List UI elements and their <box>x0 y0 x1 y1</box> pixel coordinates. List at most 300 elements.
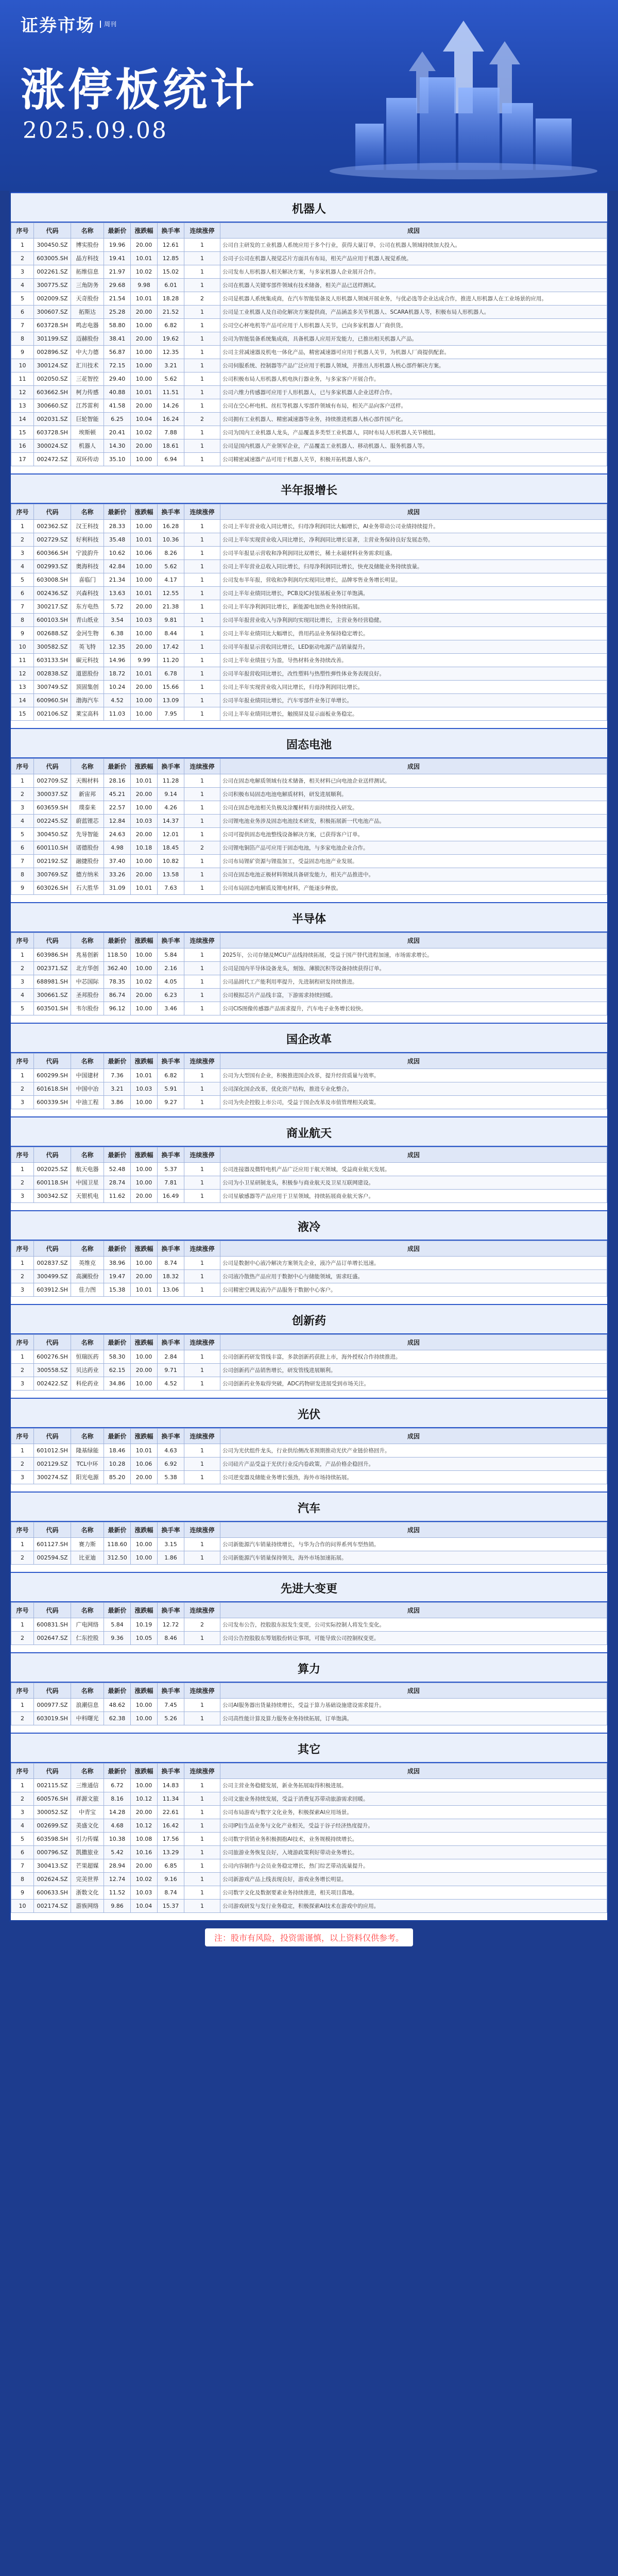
cell-name: 青山纸业 <box>71 614 104 627</box>
cell-code: 601127.SH <box>34 1538 71 1551</box>
cell-n: 3 <box>11 265 34 279</box>
table-row <box>11 1096 607 1109</box>
cell-n: 7 <box>11 600 34 614</box>
column-header: 成因 <box>220 1522 607 1538</box>
cell-turn: 13.09 <box>158 694 184 707</box>
cell-chg: 10.00 <box>131 1163 158 1176</box>
cell-name: 晶方科技 <box>71 252 104 265</box>
cell-code: 603659.SH <box>34 801 71 815</box>
cell-price: 7.36 <box>104 1069 131 1082</box>
cell-code: 603912.SH <box>34 1283 71 1297</box>
table-row <box>11 1458 607 1471</box>
cell-lb: 2 <box>184 1618 220 1632</box>
cell-code: 300124.SZ <box>34 359 71 372</box>
cell-price: 11.03 <box>104 707 131 721</box>
table-header-row <box>11 1522 607 1538</box>
cell-name: 兴森科技 <box>71 587 104 600</box>
table-row <box>11 1551 607 1565</box>
cell-price: 28.33 <box>104 520 131 533</box>
cell-chg: 10.01 <box>131 292 158 306</box>
table-header-row <box>11 1603 607 1618</box>
cell-turn: 9.27 <box>158 1096 184 1109</box>
cell-n: 8 <box>11 868 34 882</box>
cell-reason: 公司连接器及微特电机产品广泛应用于航天领域，受益商业航天发展。 <box>220 1163 607 1176</box>
cell-n: 4 <box>11 989 34 1002</box>
column-header: 成因 <box>220 759 607 774</box>
table-row <box>11 306 607 319</box>
column-header: 名称 <box>71 1241 104 1257</box>
cell-code: 300274.SZ <box>34 1471 71 1484</box>
cell-n: 6 <box>11 1846 34 1859</box>
cell-reason: 公司在固态电池相关负极及涂覆材料方面持续投入研发。 <box>220 801 607 815</box>
column-header: 连续涨停 <box>184 1241 220 1257</box>
cell-n: 3 <box>11 801 34 815</box>
cell-lb: 1 <box>184 774 220 788</box>
table-row <box>11 801 607 815</box>
cell-price: 3.54 <box>104 614 131 627</box>
cell-lb: 1 <box>184 1257 220 1270</box>
cell-turn: 22.61 <box>158 1806 184 1819</box>
column-header: 连续涨停 <box>184 1335 220 1350</box>
column-header: 序号 <box>11 1147 34 1163</box>
cell-chg: 10.02 <box>131 426 158 439</box>
cell-reason: 公司精密减速器产品可用于机器人关节，积极开拓机器人客户。 <box>220 453 607 466</box>
section <box>11 1652 607 1725</box>
cell-chg: 10.03 <box>131 815 158 828</box>
column-header: 序号 <box>11 1603 34 1618</box>
cell-chg: 10.00 <box>131 707 158 721</box>
cell-turn: 11.34 <box>158 1792 184 1806</box>
cell-price: 34.86 <box>104 1377 131 1391</box>
cell-n: 12 <box>11 386 34 399</box>
table-row <box>11 788 607 801</box>
cell-price: 14.96 <box>104 654 131 667</box>
limit-up-table <box>11 504 607 721</box>
column-header: 名称 <box>71 1603 104 1618</box>
cell-turn: 13.29 <box>158 1846 184 1859</box>
cell-code: 002624.SZ <box>34 1873 71 1886</box>
cell-n: 3 <box>11 1806 34 1819</box>
cell-code: 603598.SH <box>34 1833 71 1846</box>
limit-up-table <box>11 1428 607 1484</box>
cell-name: 隆基绿能 <box>71 1444 104 1458</box>
table-row <box>11 399 607 413</box>
cell-chg: 20.00 <box>131 1806 158 1819</box>
cell-n: 10 <box>11 359 34 372</box>
cell-name: 科伦药业 <box>71 1377 104 1391</box>
cell-price: 72.15 <box>104 359 131 372</box>
cell-lb: 1 <box>184 1699 220 1712</box>
cell-turn: 3.46 <box>158 1002 184 1015</box>
table-row <box>11 1779 607 1792</box>
column-header: 序号 <box>11 504 34 520</box>
cell-price: 45.21 <box>104 788 131 801</box>
cell-reason: 公司创新药研发管线丰富，多款创新药获批上市，海外授权合作持续推进。 <box>220 1350 607 1364</box>
cell-turn: 7.88 <box>158 426 184 439</box>
cell-name: TCL中环 <box>71 1458 104 1471</box>
cell-chg: 10.01 <box>131 882 158 895</box>
cell-n: 7 <box>11 855 34 868</box>
table-row <box>11 654 607 667</box>
cell-reason: 公司主营减速器及机电一体化产品，精密减速器可应用于机器人关节，为机器人厂商提供配套。 <box>220 346 607 359</box>
cell-price: 4.52 <box>104 694 131 707</box>
cell-price: 20.41 <box>104 426 131 439</box>
cell-price: 118.60 <box>104 1538 131 1551</box>
cell-price: 6.38 <box>104 627 131 640</box>
column-header: 代码 <box>34 1335 71 1350</box>
section-title: 汽车 <box>11 1492 607 1522</box>
section <box>11 1023 607 1109</box>
table-row <box>11 279 607 292</box>
cell-n: 5 <box>11 292 34 306</box>
cell-code: 603662.SH <box>34 386 71 399</box>
table-row <box>11 627 607 640</box>
cell-n: 8 <box>11 332 34 346</box>
cell-lb: 1 <box>184 882 220 895</box>
cell-price: 3.86 <box>104 1096 131 1109</box>
cell-chg: 20.00 <box>131 399 158 413</box>
cell-name: 三角防务 <box>71 279 104 292</box>
cell-turn: 16.49 <box>158 1190 184 1203</box>
cell-n: 7 <box>11 319 34 332</box>
section-title: 机器人 <box>11 192 607 223</box>
cell-lb: 1 <box>184 1444 220 1458</box>
cell-n: 15 <box>11 707 34 721</box>
cell-turn: 14.26 <box>158 399 184 413</box>
cell-name: 恒瑞医药 <box>71 1350 104 1364</box>
cell-chg: 10.01 <box>131 1444 158 1458</box>
cell-chg: 20.00 <box>131 1270 158 1283</box>
cell-name: 迈赫股份 <box>71 332 104 346</box>
cell-lb: 1 <box>184 560 220 573</box>
cell-code: 603008.SH <box>34 573 71 587</box>
column-header: 涨跌幅 <box>131 1683 158 1699</box>
limit-up-table <box>11 933 607 1015</box>
column-header: 最新价 <box>104 1429 131 1444</box>
cell-chg: 20.00 <box>131 1364 158 1377</box>
column-header: 代码 <box>34 223 71 239</box>
cell-lb: 1 <box>184 975 220 989</box>
cell-n: 16 <box>11 439 34 453</box>
cell-chg: 10.00 <box>131 1538 158 1551</box>
cell-code: 600831.SH <box>34 1618 71 1632</box>
cell-lb: 1 <box>184 707 220 721</box>
cell-name: 凯撒旅业 <box>71 1846 104 1859</box>
cell-turn: 15.66 <box>158 681 184 694</box>
cell-n: 2 <box>11 1270 34 1283</box>
cell-chg: 9.98 <box>131 279 158 292</box>
cell-code: 002647.SZ <box>34 1632 71 1645</box>
cell-chg: 10.04 <box>131 413 158 426</box>
cell-price: 31.09 <box>104 882 131 895</box>
section <box>11 473 607 721</box>
cell-name: 新宙邦 <box>71 788 104 801</box>
cell-lb: 1 <box>184 399 220 413</box>
cell-reason: 公司上半年业绩扭亏为盈，导热材料业务持续改善。 <box>220 654 607 667</box>
cell-chg: 10.00 <box>131 1779 158 1792</box>
cell-code: 600276.SH <box>34 1350 71 1364</box>
cell-lb: 1 <box>184 1819 220 1833</box>
cell-price: 18.72 <box>104 667 131 681</box>
column-header: 序号 <box>11 1429 34 1444</box>
cell-lb: 1 <box>184 520 220 533</box>
table-header-row <box>11 1335 607 1350</box>
cell-chg: 10.00 <box>131 1096 158 1109</box>
cell-reason: 公司为光伏组件龙头，行业供给侧改革预期推动光伏产业链价格回升。 <box>220 1444 607 1458</box>
cell-n: 2 <box>11 1632 34 1645</box>
cell-n: 2 <box>11 962 34 975</box>
table-row <box>11 319 607 332</box>
cell-lb: 1 <box>184 587 220 600</box>
cell-lb: 1 <box>184 1096 220 1109</box>
cell-n: 1 <box>11 1350 34 1364</box>
cell-reason: 公司为国内工业机器人龙头，产品覆盖多类型工业机器人，同时布局人形机器人关节模组。 <box>220 426 607 439</box>
cell-chg: 10.01 <box>131 587 158 600</box>
cell-chg: 10.01 <box>131 386 158 399</box>
section <box>11 1398 607 1484</box>
column-header: 换手率 <box>158 933 184 948</box>
cell-reason: 公司发布公告，控股股东拟发生变更，公司实际控制人将发生变化。 <box>220 1618 607 1632</box>
table-row <box>11 667 607 681</box>
cell-reason: 公司半年报业绩同比增长，汽车零部件业务订单增长。 <box>220 694 607 707</box>
cell-chg: 20.00 <box>131 989 158 1002</box>
column-header: 代码 <box>34 1522 71 1538</box>
column-header: 最新价 <box>104 933 131 948</box>
column-header: 成因 <box>220 1147 607 1163</box>
table-row <box>11 828 607 841</box>
cell-turn: 8.44 <box>158 627 184 640</box>
cell-price: 58.30 <box>104 1350 131 1364</box>
section-title: 固态电池 <box>11 728 607 758</box>
cell-reason: 公司为大型国有企业，积极推进国企改革，提升经营质量与效率。 <box>220 1069 607 1082</box>
cell-lb: 1 <box>184 1163 220 1176</box>
cell-name: 英维克 <box>71 1257 104 1270</box>
cell-name: 天奇股份 <box>71 292 104 306</box>
cell-lb: 1 <box>184 1873 220 1886</box>
column-header: 成因 <box>220 223 607 239</box>
cell-chg: 10.00 <box>131 560 158 573</box>
brand <box>21 11 116 37</box>
section-title: 创新药 <box>11 1304 607 1334</box>
cell-lb: 1 <box>184 453 220 466</box>
column-header: 最新价 <box>104 759 131 774</box>
cell-lb: 1 <box>184 855 220 868</box>
cell-n: 14 <box>11 694 34 707</box>
column-header: 换手率 <box>158 1147 184 1163</box>
cell-reason: 公司新游戏产品上线表现良好，游戏业务增长明显。 <box>220 1873 607 1886</box>
cell-n: 1 <box>11 1618 34 1632</box>
cell-chg: 10.00 <box>131 1176 158 1190</box>
table-row <box>11 386 607 399</box>
column-header: 连续涨停 <box>184 1054 220 1069</box>
column-header: 最新价 <box>104 504 131 520</box>
table-row <box>11 868 607 882</box>
table-header-row <box>11 1429 607 1444</box>
table-row <box>11 573 607 587</box>
section <box>11 1210 607 1297</box>
table-row <box>11 614 607 627</box>
cell-code: 000796.SZ <box>34 1846 71 1859</box>
cell-name: 航天电器 <box>71 1163 104 1176</box>
cell-name: 比亚迪 <box>71 1551 104 1565</box>
cell-n: 10 <box>11 640 34 654</box>
cell-name: 拓斯达 <box>71 306 104 319</box>
limit-up-table <box>11 1334 607 1391</box>
cell-code: 300024.SZ <box>34 439 71 453</box>
cell-name: 巨轮智能 <box>71 413 104 426</box>
cell-price: 6.25 <box>104 413 131 426</box>
cell-code: 002472.SZ <box>34 453 71 466</box>
table-header-row <box>11 504 607 520</box>
cell-name: 祥源文旅 <box>71 1792 104 1806</box>
cell-price: 12.35 <box>104 640 131 654</box>
cell-chg: 10.00 <box>131 1377 158 1391</box>
column-header: 换手率 <box>158 1764 184 1779</box>
column-header: 序号 <box>11 1522 34 1538</box>
cell-name: 兆易创新 <box>71 948 104 962</box>
cell-name: 蔚蓝锂芯 <box>71 815 104 828</box>
cell-n: 2 <box>11 1712 34 1725</box>
cell-n: 1 <box>11 1163 34 1176</box>
cell-price: 5.42 <box>104 1846 131 1859</box>
cell-name: 仁东控股 <box>71 1632 104 1645</box>
cell-chg: 20.00 <box>131 788 158 801</box>
cell-name: 碳元科技 <box>71 654 104 667</box>
column-header: 涨跌幅 <box>131 759 158 774</box>
cell-lb: 1 <box>184 1283 220 1297</box>
cell-chg: 10.19 <box>131 1618 158 1632</box>
cell-n: 2 <box>11 1458 34 1471</box>
cell-reason: 公司是国内半导体设备龙头，刻蚀、薄膜沉积等设备持续获得订单。 <box>220 962 607 975</box>
cell-reason: 公司自主研发的工业机器人系统应用于多个行业，获得大量订单，公司在机器人领域持续加大投入。 <box>220 239 607 252</box>
column-header: 成因 <box>220 1429 607 1444</box>
column-header: 最新价 <box>104 1603 131 1618</box>
cell-reason: 公司子公司在机器人视觉芯片方面具有布局，相关产品应用于机器人视觉系统。 <box>220 252 607 265</box>
cell-name: 融捷股份 <box>71 855 104 868</box>
table-row <box>11 426 607 439</box>
cell-turn: 7.63 <box>158 882 184 895</box>
table-row <box>11 640 607 654</box>
cell-lb: 1 <box>184 1551 220 1565</box>
table-row <box>11 1792 607 1806</box>
cell-n: 2 <box>11 1792 34 1806</box>
table-row <box>11 587 607 600</box>
limit-up-table <box>11 1683 607 1725</box>
cell-reason: 公司在空心杯电机、丝杠等机器人零部件领域有布局，相关产品向客户送样。 <box>220 399 607 413</box>
cell-reason: 公司布局游戏与数字文化业务，积极探索AI应用场景。 <box>220 1806 607 1819</box>
cell-name: 喜临门 <box>71 573 104 587</box>
cell-n: 1 <box>11 1699 34 1712</box>
column-header: 连续涨停 <box>184 1147 220 1163</box>
cell-lb: 1 <box>184 614 220 627</box>
table-row <box>11 975 607 989</box>
cell-name: 浙数文化 <box>71 1886 104 1900</box>
cell-n: 9 <box>11 1886 34 1900</box>
cell-n: 2 <box>11 1551 34 1565</box>
cell-chg: 10.03 <box>131 614 158 627</box>
cell-price: 10.62 <box>104 547 131 560</box>
cell-price: 85.20 <box>104 1471 131 1484</box>
cell-reason: 公司在固态电解质领域有技术储备，相关材料已向电池企业送样测试。 <box>220 774 607 788</box>
cell-name: 浪潮信息 <box>71 1699 104 1712</box>
cell-price: 42.84 <box>104 560 131 573</box>
skyline-illustration-icon <box>309 10 597 180</box>
cell-reason: 公司在固态电池正极材料领域具备研发能力，相关产品推进中。 <box>220 868 607 882</box>
cell-reason: 公司为央企控股上市公司，受益于国企改革及市值管理相关政策。 <box>220 1096 607 1109</box>
table-row <box>11 1002 607 1015</box>
cell-chg: 20.00 <box>131 306 158 319</box>
cell-chg: 10.04 <box>131 1900 158 1913</box>
table-header-row <box>11 1147 607 1163</box>
column-header: 换手率 <box>158 1429 184 1444</box>
table-header-row <box>11 759 607 774</box>
cell-turn: 6.82 <box>158 1069 184 1082</box>
cell-reason: 公司内容制作与会员业务稳定增长，热门综艺带动流量提升。 <box>220 1859 607 1873</box>
cell-name: 北方华创 <box>71 962 104 975</box>
column-header: 序号 <box>11 1054 34 1069</box>
cell-code: 002371.SZ <box>34 962 71 975</box>
cell-n: 2 <box>11 1364 34 1377</box>
cell-name: 先导智能 <box>71 828 104 841</box>
cell-n: 13 <box>11 399 34 413</box>
cell-price: 38.96 <box>104 1257 131 1270</box>
cell-lb: 1 <box>184 801 220 815</box>
table-row <box>11 1819 607 1833</box>
section-title: 算力 <box>11 1652 607 1683</box>
table-row <box>11 841 607 855</box>
cell-chg: 10.00 <box>131 1257 158 1270</box>
cell-turn: 9.71 <box>158 1364 184 1377</box>
cell-n: 8 <box>11 614 34 627</box>
cell-price: 25.28 <box>104 306 131 319</box>
cell-code: 002261.SZ <box>34 265 71 279</box>
column-header: 名称 <box>71 1054 104 1069</box>
cell-price: 33.26 <box>104 868 131 882</box>
cell-price: 8.16 <box>104 1792 131 1806</box>
column-header: 名称 <box>71 504 104 520</box>
cell-lb: 1 <box>184 694 220 707</box>
cell-lb: 1 <box>184 332 220 346</box>
column-header: 连续涨停 <box>184 1764 220 1779</box>
cell-reason: 公司可提供固态电池整线设备解决方案，已获得客户订单。 <box>220 828 607 841</box>
table-header-row <box>11 223 607 239</box>
cell-code: 002025.SZ <box>34 1163 71 1176</box>
cell-code: 603005.SH <box>34 252 71 265</box>
cell-name: 奥海科技 <box>71 560 104 573</box>
cell-turn: 6.82 <box>158 319 184 332</box>
cell-name: 中科曙光 <box>71 1712 104 1725</box>
cell-chg: 20.00 <box>131 681 158 694</box>
section <box>11 902 607 1015</box>
cell-code: 600366.SH <box>34 547 71 560</box>
cell-price: 10.24 <box>104 681 131 694</box>
cell-lb: 1 <box>184 573 220 587</box>
section-title: 先进大变更 <box>11 1572 607 1602</box>
column-header: 成因 <box>220 504 607 520</box>
cell-code: 002688.SZ <box>34 627 71 640</box>
cell-chg: 10.05 <box>131 1632 158 1645</box>
cell-code: 601618.SH <box>34 1082 71 1096</box>
cell-reason: 公司高性能计算及算力服务业务持续拓展，订单饱满。 <box>220 1712 607 1725</box>
column-header: 成因 <box>220 1683 607 1699</box>
cell-reason: 公司为智能装备系统集成商，具备机器人应用开发能力，已推出相关机器人产品。 <box>220 332 607 346</box>
cell-chg: 10.02 <box>131 265 158 279</box>
cell-price: 35.10 <box>104 453 131 466</box>
cell-chg: 10.01 <box>131 1283 158 1297</box>
cell-lb: 1 <box>184 1538 220 1551</box>
cell-n: 1 <box>11 1779 34 1792</box>
cell-reason: 公司新能源汽车销量保持领先，海外市场加速拓展。 <box>220 1551 607 1565</box>
